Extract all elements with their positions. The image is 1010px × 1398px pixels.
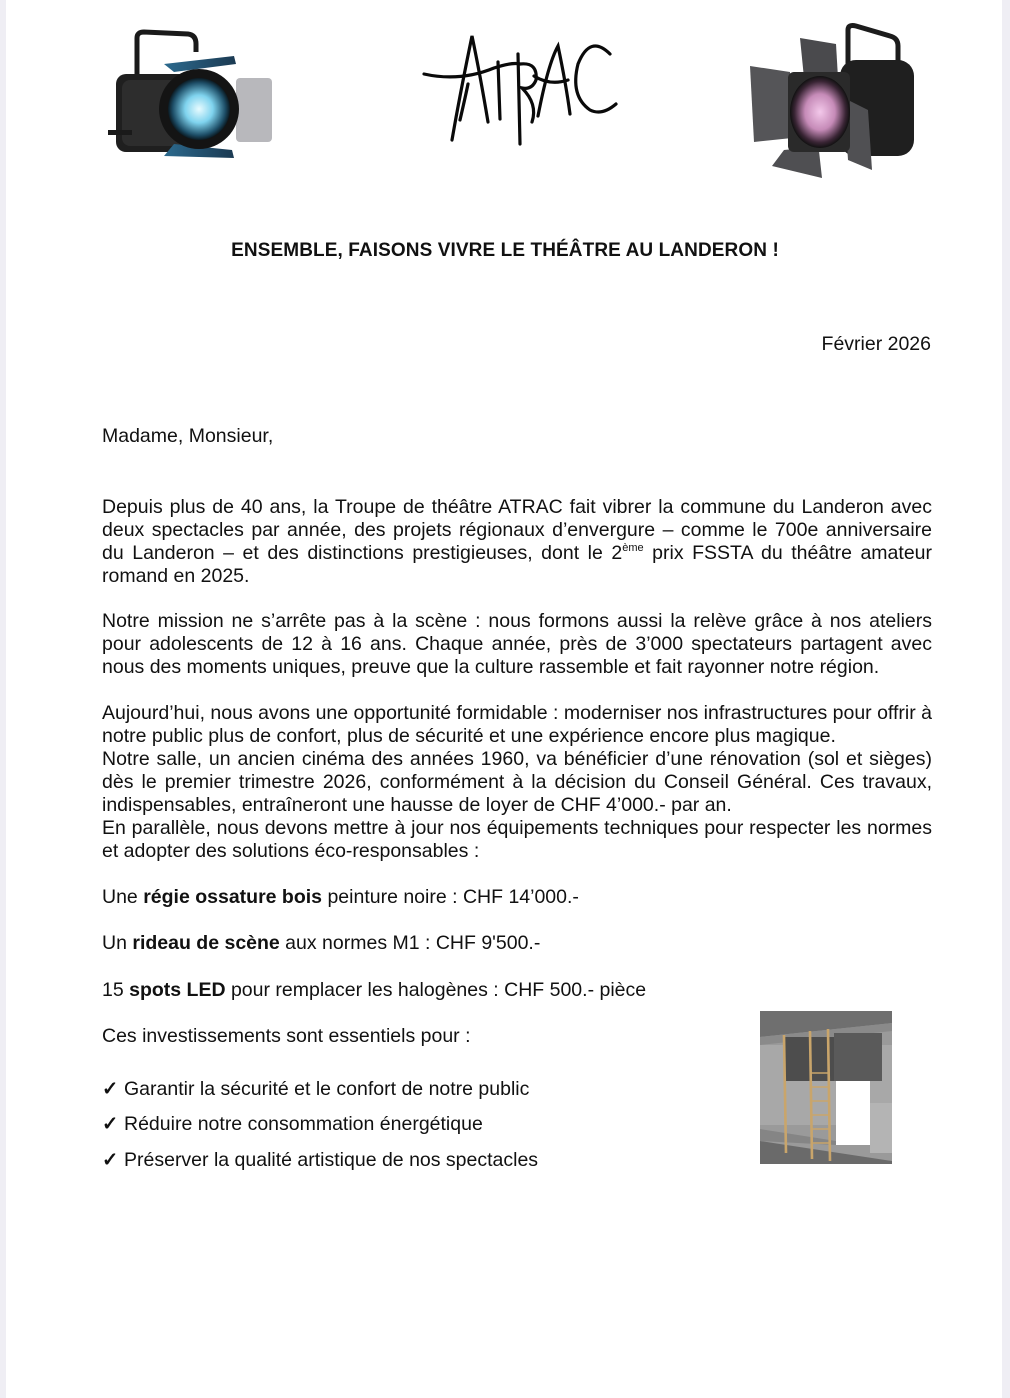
- item-spots-led: 15 spots LED pour remplacer les halogènes : CHF 500.- pièce: [102, 979, 647, 1001]
- spotlight-right-image: [744, 20, 920, 184]
- item-regie: Une régie ossature bois peinture noire : CHF 14’000.-: [102, 886, 579, 908]
- checkmark-icon: ✓: [102, 1078, 119, 1100]
- checklist-item: ✓ Réduire notre consommation énergétique: [102, 1113, 483, 1135]
- document-page: [6, 0, 1002, 1398]
- checkmark-icon: ✓: [102, 1149, 119, 1171]
- paragraph-mission: Notre mission ne s’arrête pas à la scène : nous formons aussi la relève grâce à nos ateliers pour adolescents de 12 à 16 ans. Chaque année, près de 3’000 spectateurs partagent avec nous des moments uniques, preuve que la culture rassemble et fait rayonner notre région.: [102, 610, 932, 678]
- paragraph-history: Depuis plus de 40 ans, la Troupe de théâtre ATRAC fait vibrer la commune du Landeron avec deux spectacles par année, des projets régionaux d’envergure – comme le 700e anniversaire du Landeron – et des distinctions prestigieuses, dont le 2ème prix FSSTA du théâtre amateur romand en 2025.: [102, 496, 932, 587]
- investments-intro: Ces investissements sont essentiels pour :: [102, 1025, 471, 1047]
- atrac-logo: [420, 24, 620, 154]
- spotlight-left-image: [104, 26, 276, 166]
- item-rideau: Un rideau de scène aux normes M1 : CHF 9'500.-: [102, 932, 541, 954]
- paragraph-opportunity: Aujourd’hui, nous avons une opportunité formidable : moderniser nos infrastructures pour offrir à notre public plus de confort, plus de sécurité et une expérience encore plus magique. Notre salle, un ancien cinéma des années 1960, va bénéficier d’une rénovation (sol et sièges) dès le premier trimestre 2026, conformément à la décision du Conseil Général. Ces travaux, indispensables, entraîneront une hausse de loyer de CHF 4’000.- par an. En parallèle, nous devons mettre à jour nos équipements techniques pour respecter les normes et adopter des solutions éco-responsables :: [102, 702, 932, 862]
- document-title: ENSEMBLE, FAISONS VIVRE LE THÉÂTRE AU LANDERON !: [231, 240, 779, 261]
- checkmark-icon: ✓: [102, 1113, 119, 1135]
- checklist-item: ✓ Garantir la sécurité et le confort de notre public: [102, 1078, 530, 1100]
- salutation: Madame, Monsieur,: [102, 425, 274, 447]
- checklist-item: ✓ Préserver la qualité artistique de nos spectacles: [102, 1149, 539, 1171]
- letter-date: Février 2026: [821, 333, 931, 355]
- ladder-loft-illustration: [760, 1011, 892, 1164]
